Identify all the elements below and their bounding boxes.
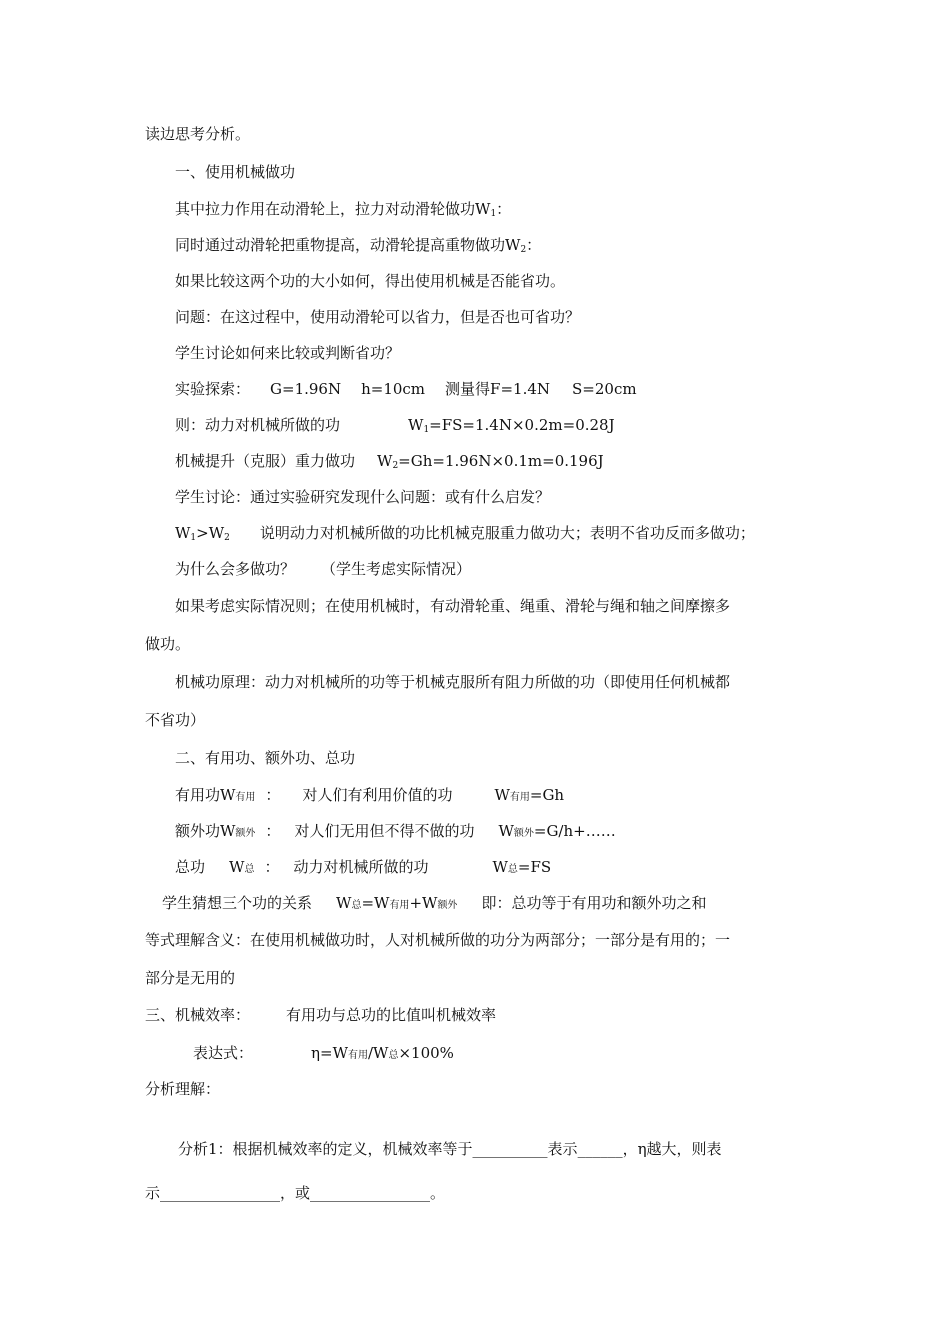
blank-3[interactable]: ________________ (160, 1184, 281, 1202)
text-line: 部分是无用的 (145, 969, 236, 987)
blank-2[interactable]: ______ (577, 1140, 623, 1158)
text-line: 如果比较这两个功的大小如何，得出使用机械是否能省功。 (175, 272, 566, 290)
comparison-line: $W_1>W_2$ 说明动力对机械所做的功比机械克服重力做功大；表明不省功反而多做功； (175, 524, 755, 543)
text-line: 问题：在这过程中，使用动滑轮可以省力，但是否也可省功？ (175, 308, 581, 326)
text-line: 同时通过动滑轮把重物提高，动滑轮提高重物做功$W_2$： (175, 236, 542, 255)
text-line: 其中拉力作用在动滑轮上，拉力对动滑轮做功$W_1$： (175, 200, 512, 219)
section-heading-1: 一、使用机械做功 (175, 163, 296, 181)
formula-line: 则：动力对机械所做的功 $W_1=FS=1.4N\times 0.2m=0.28J$ (175, 416, 615, 435)
formula-line: 机械提升（克服）重力做功 $W_2=Gh=1.96N\times 0.1m=0.196J$ (175, 452, 604, 471)
definition-useful-work: 有用功W有用 ： 对人们有利用价值的功 W有用=Gh (175, 786, 565, 804)
text-line: 学生讨论：通过实验研究发现什么问题：或有什么启发？ (175, 488, 551, 506)
text-line: 读边思考分析。 (145, 125, 251, 143)
relationship-line: 学生猜想三个功的关系 W总=W有用+W额外 即：总功等于有用功和额外功之和 (162, 894, 707, 912)
blank-1[interactable]: __________ (472, 1140, 548, 1158)
text-line: 做功。 (145, 635, 191, 653)
definition-extra-work: 额外功W额外 ： 对人们无用但不得不做的功 W额外=G/h+…… (175, 822, 616, 840)
text-line: 为什么会多做功？ （学生考虑实际情况） (175, 560, 472, 578)
text-line: 机械功原理：动力对机械所的功等于机械克服所有阻力所做的功（即使用任何机械都 (175, 673, 731, 691)
blank-4[interactable]: ________________ (310, 1184, 431, 1202)
definition-total-work: 总功 W总 ： 动力对机械所做的功 W总=FS (175, 858, 552, 876)
section-heading-3: 三、机械效率： 有用功与总功的比值叫机械效率 (145, 1006, 497, 1024)
text-line: 不省功） (145, 711, 206, 729)
efficiency-formula: 表达式： η=W有用/W总×100% (193, 1044, 454, 1062)
experiment-line: 实验探索： G=1.96N h=10cm 测量得F=1.4N S=20cm (175, 380, 637, 398)
section-heading-2: 二、有用功、额外功、总功 (175, 749, 356, 767)
fill-in-question: 分析1：根据机械效率的定义，机械效率等于__________表示______，η越大，则表 (178, 1140, 722, 1158)
text-line: 等式理解含义：在使用机械做功时，人对机械所做的功分为两部分；一部分是有用的；一 (145, 931, 731, 949)
text-line: 分析理解： (145, 1080, 221, 1098)
fill-in-question-cont: 示________________，或________________。 (145, 1184, 446, 1202)
text-line: 学生讨论如何来比较或判断省功？ (175, 344, 401, 362)
text-line: 如果考虑实际情况则；在使用机械时，有动滑轮重、绳重、滑轮与绳和轴之间摩擦多 (175, 597, 731, 615)
